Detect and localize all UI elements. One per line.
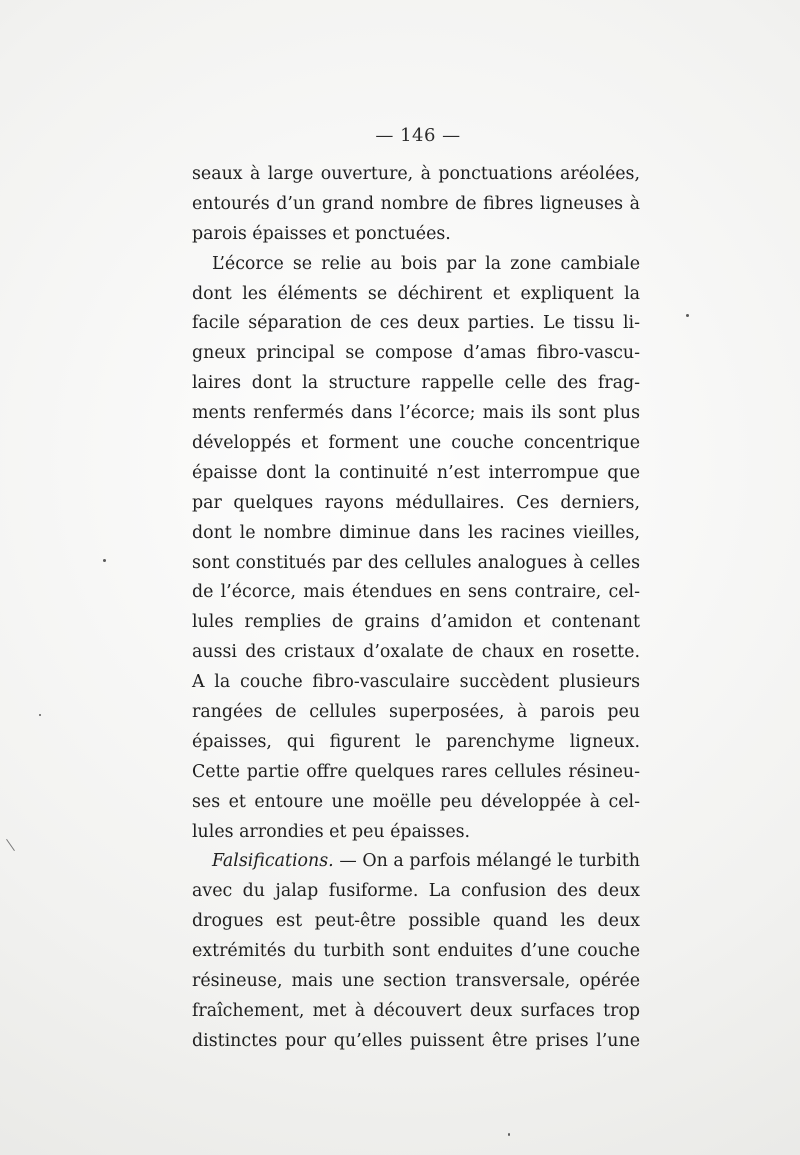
text-line: rangées de cellules superposées, à parois peu xyxy=(192,702,640,723)
text-line: L’écorce se relie au bois par la zone cambiale xyxy=(212,253,640,274)
text-line: avec du jalap fusiforme. La confusion des deux xyxy=(192,881,640,902)
text-line: résineuse, mais une section transversale, opérée xyxy=(192,971,640,992)
body-text xyxy=(192,160,640,1057)
text-line: de l’écorce, mais étendues en sens contraire, cel- xyxy=(192,582,640,603)
falsifications-heading: Falsifications. xyxy=(212,851,334,872)
falsifications-first-line xyxy=(192,847,640,877)
text-line: extrémités du turbith sont enduites d’une couche xyxy=(192,941,640,962)
text-line: lules arrondies et peu épaisses. xyxy=(192,821,471,842)
text-line: drogues est peut-être possible quand les deux xyxy=(192,911,640,932)
paper-speck xyxy=(39,714,41,716)
text-line: fraîchement, met à découvert deux surfaces trop xyxy=(192,1000,640,1021)
text-line: distinctes pour qu’elles puissent être prises l’une xyxy=(192,1030,640,1051)
text-line: ses et entoure une moëlle peu développée à cel- xyxy=(192,791,640,812)
paper-mark xyxy=(6,839,15,851)
text-line: facile séparation de ces deux parties. Le tissu li- xyxy=(192,313,640,334)
text-line: gneux principal se compose d’amas fibro-vascu- xyxy=(192,343,640,364)
paper-speck xyxy=(508,1133,510,1136)
paper-speck xyxy=(686,314,689,317)
text-line: dont les éléments se déchirent et expliquent la xyxy=(192,283,640,304)
text-line: épaisse dont la continuité n’est interrompue que xyxy=(192,462,640,483)
page-number: — 146 — xyxy=(375,125,461,146)
text-line: épaisses, qui figurent le parenchyme ligneux. xyxy=(192,731,640,752)
text-line: Cette partie offre quelques rares cellules résineu- xyxy=(192,761,640,782)
text-line: développés et forment une couche concentrique xyxy=(192,433,640,454)
text-line: entourés d’un grand nombre de fibres ligneuses à xyxy=(192,193,640,214)
text-line: lules remplies de grains d’amidon et contenant xyxy=(192,612,640,633)
text-line: sont constitués par des cellules analogues à celles xyxy=(192,552,640,573)
paper-speck xyxy=(103,559,106,562)
text-line: aussi des cristaux d’oxalate de chaux en rosette. xyxy=(192,642,640,663)
text-line: seaux à large ouverture, à ponctuations aréolées, xyxy=(192,164,640,184)
text-line: parois épaisses et ponctuées. xyxy=(192,223,451,244)
text-line: ments renfermés dans l’écorce; mais ils sont plus xyxy=(192,403,640,424)
text-line: laires dont la structure rappelle celle des frag- xyxy=(192,373,640,394)
text-line: A la couche fibro-vasculaire succèdent plusieurs xyxy=(192,672,640,693)
falsifications-intro: — On a parfois mélangé le turbith xyxy=(339,851,641,872)
text-line: par quelques rayons médullaires. Ces derniers, xyxy=(192,492,640,513)
text-line: dont le nombre diminue dans les racines vieilles, xyxy=(192,522,640,543)
